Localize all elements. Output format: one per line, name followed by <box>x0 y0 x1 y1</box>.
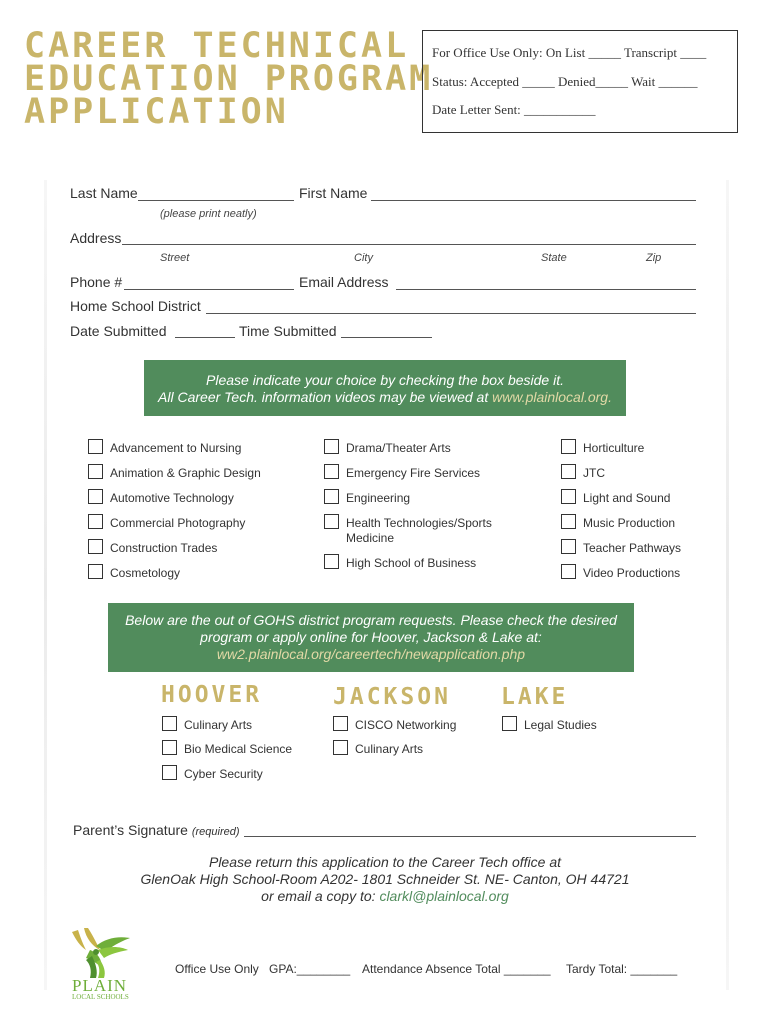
logo-subtitle: LOCAL SCHOOLS <box>72 993 129 1001</box>
date-submitted-field[interactable] <box>175 337 235 338</box>
time-submitted-field[interactable] <box>341 337 432 338</box>
city-label: City <box>354 252 373 264</box>
hoover-program-label: Culinary Arts <box>184 718 253 732</box>
checkbox-automotive-technology[interactable] <box>88 489 103 504</box>
phone-field[interactable] <box>124 289 294 290</box>
instructions-line-1: Please indicate your choice by checking the box beside it. <box>206 372 564 388</box>
return-line-1: Please return this application to the Career Tech office at <box>208 854 562 870</box>
state-label: State <box>541 252 567 264</box>
eagle-icon <box>62 926 142 980</box>
print-note: (please print neatly) <box>160 208 257 220</box>
program-label: Video Productions <box>583 566 681 580</box>
return-instructions <box>0 854 770 905</box>
footer-attendance: Attendance Absence Total _______ <box>362 962 551 976</box>
district-banner-line-2: program or apply online for Hoover, Jackson & Lake at: <box>200 629 542 645</box>
checkbox-horticulture[interactable] <box>561 439 576 454</box>
checkbox-light-and-sound[interactable] <box>561 489 576 504</box>
program-label: Emergency Fire Services <box>346 466 481 480</box>
district-banner-line-1: Below are the out of GOHS district program requests. Please check the desired <box>125 612 617 628</box>
home-school-district-label: Home School District <box>70 298 201 314</box>
first-name-field[interactable] <box>371 200 696 201</box>
checkbox-teacher-pathways[interactable] <box>561 539 576 554</box>
program-label-continued: Medicine <box>346 531 395 545</box>
checkbox-high-school-of-business[interactable] <box>324 554 339 569</box>
parent-signature-field[interactable] <box>244 836 696 837</box>
last-name-field[interactable] <box>138 200 294 201</box>
program-label: Engineering <box>346 491 411 505</box>
jackson-program-label: CISCO Networking <box>355 718 457 732</box>
street-label: Street <box>160 252 190 264</box>
instructions-line-2-text: All Career Tech. information videos may be viewed at <box>158 389 493 405</box>
office-use-line-1: For Office Use Only: On List _____ Transcript ____ <box>432 45 707 60</box>
hoover-program-label: Cyber Security <box>184 767 263 781</box>
lake-heading: LAKE <box>501 684 569 710</box>
program-label: Automotive Technology <box>110 491 234 505</box>
program-label: Music Production <box>583 516 676 530</box>
program-label: Cosmetology <box>110 566 181 580</box>
program-label: Health Technologies/Sports <box>346 516 492 530</box>
return-line-3-text: or email a copy to: <box>261 888 380 904</box>
parent-signature-label: Parent’s Signature <box>73 822 188 838</box>
footer-tardy: Tardy Total: _______ <box>566 962 678 976</box>
checkbox-advancement-to-nursing[interactable] <box>88 439 103 454</box>
checkbox-jtc[interactable] <box>561 464 576 479</box>
plainlocal-link[interactable]: www.plainlocal.org. <box>492 389 612 405</box>
footer-office-use-only: Office Use Only <box>175 962 259 976</box>
program-label: Drama/Theater Arts <box>346 441 451 455</box>
home-school-district-field[interactable] <box>206 313 696 314</box>
apply-online-link[interactable]: ww2.plainlocal.org/careertech/newapplication.php <box>216 646 526 662</box>
hoover-heading: HOOVER <box>161 682 263 708</box>
program-label: Animation & Graphic Design <box>110 466 261 480</box>
footer-gpa: GPA:________ <box>269 962 351 976</box>
logo-name: PLAIN <box>72 976 128 995</box>
office-use-line-2: Status: Accepted _____ Denied_____ Wait ______ <box>432 74 698 89</box>
email-field[interactable] <box>396 289 696 290</box>
jackson-heading: JACKSON <box>333 684 451 710</box>
phone-label: Phone # <box>70 274 123 290</box>
program-label: Commercial Photography <box>110 516 246 530</box>
checkbox-health-technologies-sports-medicine[interactable] <box>324 514 339 529</box>
checkbox-music-production[interactable] <box>561 514 576 529</box>
program-label: Advancement to Nursing <box>110 441 242 455</box>
checkbox-jackson-cisco-networking[interactable] <box>333 716 348 731</box>
plain-local-schools-logo <box>62 926 142 1000</box>
checkbox-hoover-cyber-security[interactable] <box>162 765 177 780</box>
checkbox-lake-legal-studies[interactable] <box>502 716 517 731</box>
title-line-2: EDUCATION PROGRAM <box>24 59 434 99</box>
office-use-line-3: Date Letter Sent: ___________ <box>432 102 596 117</box>
email-label: Email Address <box>299 274 389 290</box>
form-title <box>24 26 434 132</box>
checkbox-animation-graphic-design[interactable] <box>88 464 103 479</box>
checkbox-hoover-culinary-arts[interactable] <box>162 716 177 731</box>
return-line-3 <box>0 888 770 905</box>
address-field[interactable] <box>122 244 696 245</box>
signature-line <box>73 822 240 838</box>
program-label: Teacher Pathways <box>583 541 682 555</box>
office-use-box <box>422 30 738 133</box>
district-programs-banner <box>108 603 634 672</box>
checkbox-video-productions[interactable] <box>561 564 576 579</box>
checkbox-drama-theater-arts[interactable] <box>324 439 339 454</box>
program-label: Construction Trades <box>110 541 218 555</box>
zip-label: Zip <box>646 252 662 264</box>
checkbox-engineering[interactable] <box>324 489 339 504</box>
date-submitted-label: Date Submitted <box>70 323 167 339</box>
instructions-line-2 <box>144 389 626 406</box>
return-line-2: GlenOak High School-Room A202- 1801 Schneider St. NE- Canton, OH 44721 <box>140 871 630 887</box>
checkbox-emergency-fire-services[interactable] <box>324 464 339 479</box>
title-line-1: CAREER TECHNICAL <box>24 26 410 66</box>
required-note: (required) <box>191 826 240 838</box>
checkbox-cosmetology[interactable] <box>88 564 103 579</box>
checkbox-jackson-culinary-arts[interactable] <box>333 740 348 755</box>
jackson-program-label: Culinary Arts <box>355 742 424 756</box>
checkbox-construction-trades[interactable] <box>88 539 103 554</box>
time-submitted-label: Time Submitted <box>239 323 337 339</box>
title-line-3: APPLICATION <box>24 92 289 132</box>
program-label: Light and Sound <box>583 491 671 505</box>
program-label: Horticulture <box>583 441 645 455</box>
lake-program-label: Legal Studies <box>524 718 597 732</box>
program-label: High School of Business <box>346 556 477 570</box>
last-name-label: Last Name <box>70 185 138 201</box>
return-email-link[interactable]: clarkl@plainlocal.org <box>379 888 509 904</box>
hoover-program-label: Bio Medical Science <box>184 742 293 756</box>
first-name-label: First Name <box>299 185 368 201</box>
checkbox-commercial-photography[interactable] <box>88 514 103 529</box>
checkbox-hoover-bio-medical-science[interactable] <box>162 740 177 755</box>
address-label: Address <box>70 230 122 246</box>
program-label: JTC <box>583 466 605 480</box>
instructions-banner <box>144 360 626 416</box>
